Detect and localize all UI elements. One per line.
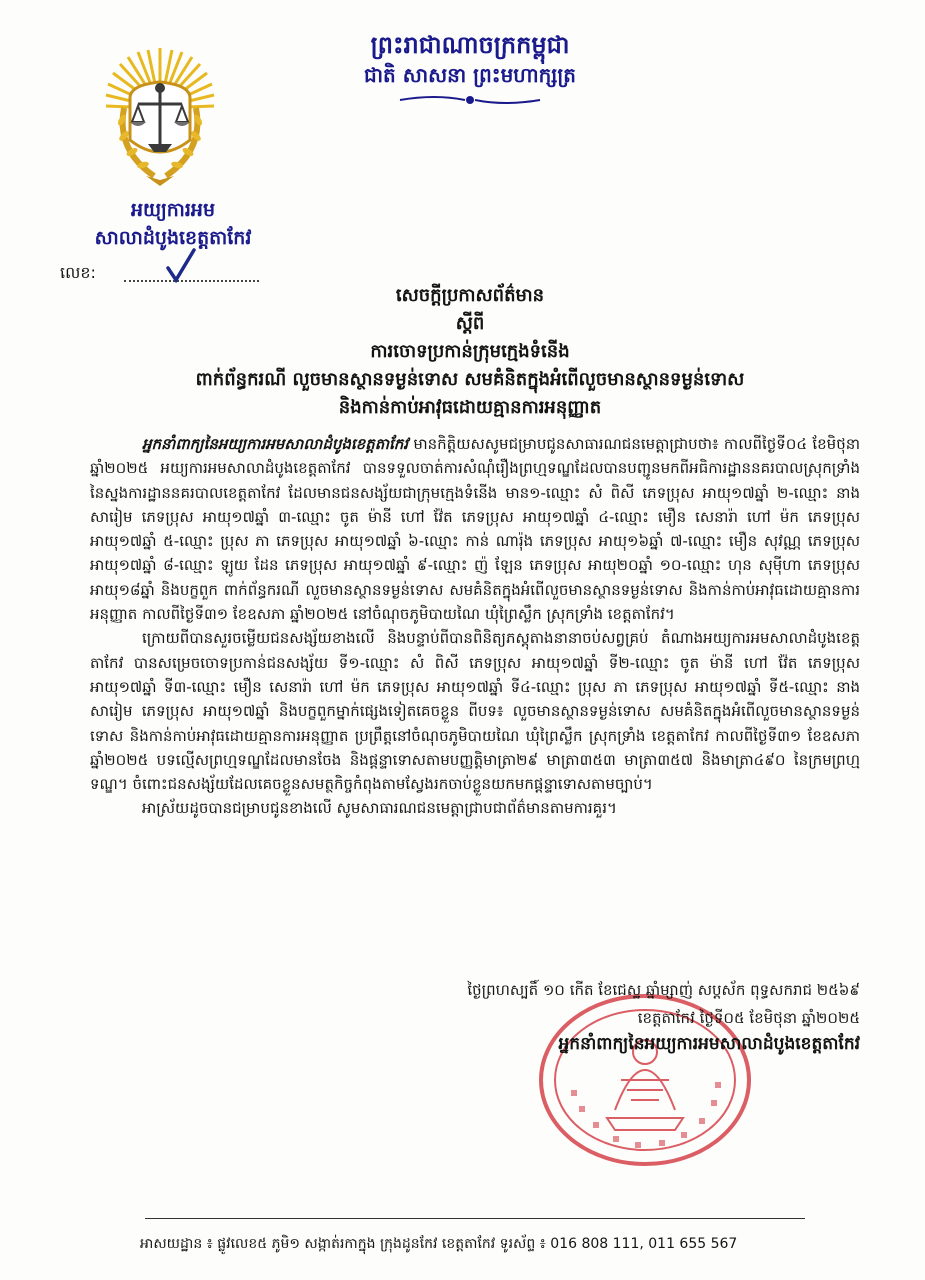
reference-label: លេខ:	[60, 263, 96, 282]
court-emblem-icon	[100, 40, 220, 200]
announcement-titles	[180, 282, 760, 422]
paragraph-3: អាស្រ័យដូចបានជម្រាបជូនខាងលើ សូមសាធារណជនមេត្តាជ្រាបជាព័ត៌មានតាមការគួរ។	[142, 799, 617, 818]
announcement-body	[90, 432, 860, 821]
office-name: អយ្យការអម	[130, 199, 216, 221]
footer-divider	[145, 1218, 805, 1219]
check-mark-icon	[164, 248, 198, 284]
title-line-2: ស្តីពី	[455, 313, 485, 334]
paragraph-1-text: មានកិត្តិយសសូមជម្រាបជូនសាធារណជនមេត្តាជ្រាបថា៖ កាលពីថ្ងៃទី០៤ ខែមិថុនា ឆ្នាំ២០២៥ អយ្យការអមសាលាដំបូងខេត្តតាកែវ បានទទួលចាត់ការសំណុំរឿងព្រហ្មទណ្ឌដែលបានបញ្ជូនមកពីអធិការដ្ឋាននគរបាលស្រុកទ្រាំង នៃស្នងការដ្ឋាននគរបាលខេត្តតាកែវ ដែលមានជនសង្ស័យជាក្រុមក្មេងទំនើង មាន១-ឈ្មោះ សំ ពិសី ភេទប្រុស អាយុ១៧ឆ្នាំ ២-ឈ្មោះ នាង សារៀម ភេទប្រុស អាយុ១៧ឆ្នាំ ៣-ឈ្មោះ ចូត ម៉ានី ហៅ វ៉ែត ភេទប្រុស អាយុ១៧ឆ្នាំ ៤-ឈ្មោះ មឿន សេនារ៉ា ហៅ ម៉ក ភេទប្រុស អាយុ១៧ឆ្នាំ ៥-ឈ្មោះ ប្រុស ភា ភេទប្រុស អាយុ១៧ឆ្នាំ ៦-ឈ្មោះ កាន់ ណារ៉ុង ភេទប្រុស អាយុ១៦ឆ្នាំ ៧-ឈ្មោះ មឿន សុវណ្ណ ភេទប្រុស អាយុ១៧ឆ្នាំ ៨-ឈ្មោះ ឡូយ ដែន ភេទប្រុស អាយុ១៧ឆ្នាំ ៩-ឈ្មោះ ញ៉ ឡែន ភេទប្រុស អាយុ២០ឆ្នាំ ១០-ឈ្មោះ ហុន សុមុីហា ភេទប្រុស អាយុ១៨ឆ្នាំ និងបក្ខពួក ពាក់ព័ន្ធករណី លួចមានស្ថានទម្ងន់ទោស សមគំនិតក្នុងអំពើលួចមានស្ថានទម្ងន់ទោស និងកាន់កាប់អាវុធដោយគ្មានការអនុញ្ញាត កាលពីថ្ងៃទី៣១ ខែឧសភា ឆ្នាំ២០២៥ នៅចំណុចភូមិបាយណៃ ឃុំព្រៃស្លឹក ស្រុកទ្រាំង ខេត្តតាកែវ។	[90, 435, 860, 624]
kingdom-header	[300, 30, 640, 108]
court-name: សាលាដំបូងខេត្តតាកែវ	[94, 227, 252, 249]
date-block	[380, 976, 860, 1032]
footer-address: អាសយដ្ឋាន ៖ ផ្លូវលេខ៥ ភូមិ១ សង្កាត់រកាក្នុង ក្រុងដូនកែវ ខេត្តតាកែវ ទូរស័ព្ទ ៖ 016 808 111, 011 655 567	[140, 1236, 738, 1252]
title-line-5: និងកាន់កាប់អាវុធដោយគ្មានការអនុញ្ញាត	[338, 397, 602, 418]
paragraph-1-lead: អ្នកនាំពាក្យនៃអយ្យការអមសាលាដំបូងខេត្តតាកែវ	[142, 435, 409, 453]
title-line-4: ពាក់ព័ន្ធករណី លួចមានស្ថានទម្ងន់ទោស សមគំនិតក្នុងអំពើលួចមានស្ថានទម្ងន់ទោស	[195, 369, 745, 390]
paragraph-2: ក្រោយពីបានសួរចម្លើយជនសង្ស័យខាងលើ និងបន្ទាប់ពីបានពិនិត្យភស្តុតាងនានាចប់សព្វគ្រប់ តំណាងអយ្យការអមសាលាដំបូងខេត្តតាកែវ បានសម្រេចចោទប្រកាន់ជនសង្ស័យ ទី១-ឈ្មោះ សំ ពិសី ភេទប្រុស អាយុ១៧ឆ្នាំ ទី២-ឈ្មោះ ចូត ម៉ានី ហៅ វ៉ែត ភេទប្រុស អាយុ១៧ឆ្នាំ ទី៣-ឈ្មោះ មឿន សេនារ៉ា ហៅ ម៉ក ភេទប្រុស អាយុ១៧ឆ្នាំ ទី៤-ឈ្មោះ ប្រុស ភា ភេទប្រុស អាយុ១៧ឆ្នាំ ទី៥-ឈ្មោះ នាង សារៀម ភេទប្រុស អាយុ១៧ឆ្នាំ និងបក្ខពួកម្នាក់ផ្សេងទៀតគេចខ្លួន ពីបទ៖ លួចមានស្ថានទម្ងន់ទោស សមគំនិតក្នុងអំពើលួចមានស្ថានទម្ងន់ទោស និងកាន់កាប់អាវុធដោយគ្មានការអនុញ្ញាត ប្រព្រឹត្តនៅចំណុចភូមិបាយណៃ ឃុំព្រៃស្លឹក ស្រុកទ្រាំង ខេត្តតាកែវ កាលពីថ្ងៃទី៣១ ខែឧសភា ឆ្នាំ២០២៥ បទល្មើសព្រហ្មទណ្ឌដែលមានចែង និងផ្តន្ទាទោសតាមបញ្ញត្តិមាត្រា២៩ មាត្រា៣៥៣ មាត្រា៣៥៧ និងមាត្រា៤៩០ នៃក្រមព្រហ្មទណ្ឌ។ ចំពោះជនសង្ស័យដែលគេចខ្លួនសមត្ថកិច្ចកំពុងតាមស្វែងរកចាប់ខ្លួនយកមកផ្តន្ទាទោសតាមច្បាប់។	[90, 629, 860, 794]
lunar-date: ថ្ងៃព្រហស្បតិ៍ ១០ កើត ខែជេស្ឋ ឆ្នាំម្សាញ់ សប្តស័ក ពុទ្ធសករាជ ២៥៦៩	[467, 981, 860, 999]
signer-title: អ្នកនាំពាក្យនៃអយ្យការអមសាលាដំបូងខេត្តតាកែវ	[558, 1034, 860, 1054]
solar-date: ខេត្តតាកែវ ថ្ងៃទី០៥ ខែមិថុនា ឆ្នាំ២០២៥	[637, 1009, 860, 1027]
title-line-1: សេចក្តីប្រកាសព័ត៌មាន	[395, 285, 545, 306]
paragraph-1	[90, 432, 860, 626]
national-motto: ជាតិ សាសនា ព្រះមហាក្សត្រ	[364, 63, 576, 87]
kingdom-title: ព្រះរាជាណាចក្រកម្ពុជា	[370, 31, 570, 59]
ornament-divider-icon	[395, 92, 545, 108]
title-line-3: ការចោទប្រកាន់ក្រុមក្មេងទំនើង	[370, 341, 570, 362]
issuing-office	[58, 196, 288, 252]
